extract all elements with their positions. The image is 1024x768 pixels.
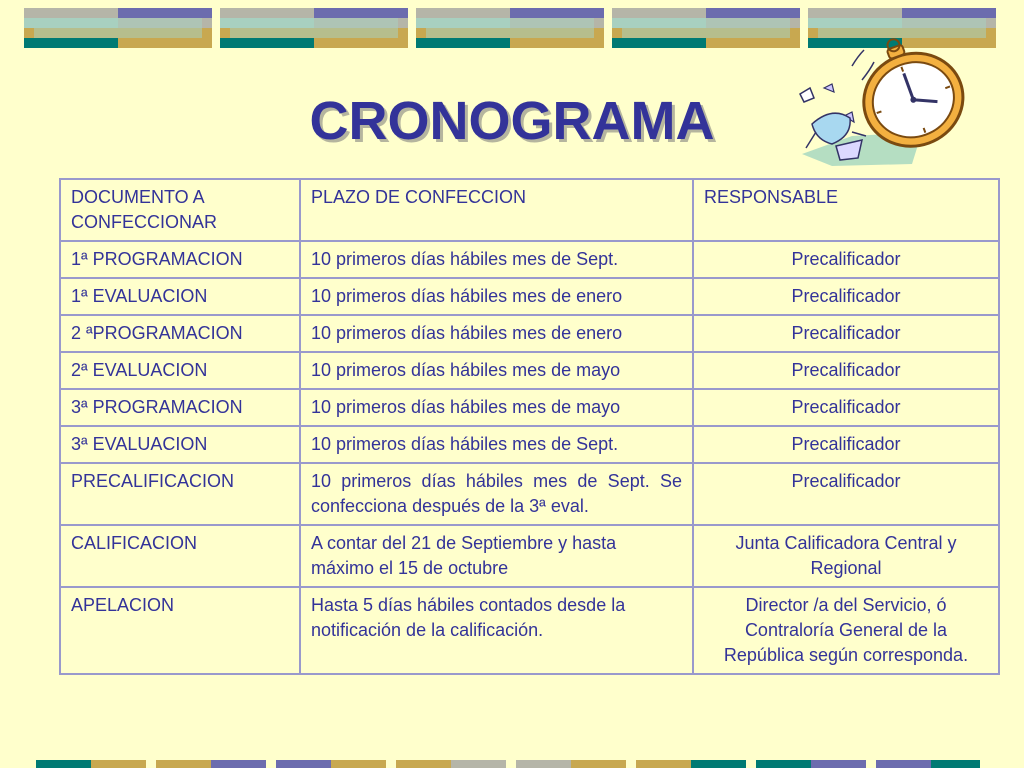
cell-documento: 3ª EVALUACION: [60, 426, 300, 463]
cell-plazo: Hasta 5 días hábiles contados desde la notificación de la calificación.: [300, 587, 693, 674]
table-row: [60, 241, 999, 278]
cell-documento: APELACION: [60, 587, 300, 674]
column-header-documento: DOCUMENTO A CONFECCIONAR: [60, 179, 300, 241]
cell-documento: 2 ªPROGRAMACION: [60, 315, 300, 352]
cell-documento: PRECALIFICACION: [60, 463, 300, 525]
cell-responsable: Precalificador: [693, 426, 999, 463]
cell-responsable: Director /a del Servicio, ó Contraloría General de la República según corresponda.: [693, 587, 999, 674]
table-row: [60, 389, 999, 426]
cell-responsable: Precalificador: [693, 352, 999, 389]
cell-responsable: Precalificador: [693, 463, 999, 525]
table-row: [60, 426, 999, 463]
cell-responsable: Junta Calificadora Central y Regional: [693, 525, 999, 587]
page-title: CRONOGRAMA: [309, 91, 715, 151]
cell-plazo: 10 primeros días hábiles mes de mayo: [300, 389, 693, 426]
cell-documento: 1ª EVALUACION: [60, 278, 300, 315]
cell-plazo: 10 primeros días hábiles mes de mayo: [300, 352, 693, 389]
cell-plazo: 10 primeros días hábiles mes de enero: [300, 315, 693, 352]
cell-documento: CALIFICACION: [60, 525, 300, 587]
schedule-table: [59, 178, 1000, 675]
table-header-row: [60, 179, 999, 241]
cell-plazo: 10 primeros días hábiles mes de enero: [300, 278, 693, 315]
table-row: [60, 278, 999, 315]
cell-responsable: Precalificador: [693, 389, 999, 426]
cell-plazo: A contar del 21 de Septiembre y hasta máximo el 15 de octubre: [300, 525, 693, 587]
cell-plazo: 10 primeros días hábiles mes de Sept. Se confecciona después de la 3ª eval.: [300, 463, 693, 525]
cell-responsable: Precalificador: [693, 315, 999, 352]
cell-responsable: Precalificador: [693, 241, 999, 278]
cell-plazo: 10 primeros días hábiles mes de Sept.: [300, 241, 693, 278]
table-row: [60, 463, 999, 525]
cell-responsable: Precalificador: [693, 278, 999, 315]
table-row: [60, 352, 999, 389]
table-row: [60, 525, 999, 587]
table-row: [60, 587, 999, 674]
table-row: [60, 315, 999, 352]
cell-documento: 3ª PROGRAMACION: [60, 389, 300, 426]
cell-plazo: 10 primeros días hábiles mes de Sept.: [300, 426, 693, 463]
pocket-watch-clock-icon: [792, 36, 992, 176]
bottom-decorative-banner: [36, 760, 980, 768]
column-header-plazo: PLAZO DE CONFECCION: [300, 179, 693, 241]
column-header-responsable: RESPONSABLE: [693, 179, 999, 241]
cell-documento: 2ª EVALUACION: [60, 352, 300, 389]
cell-documento: 1ª PROGRAMACION: [60, 241, 300, 278]
